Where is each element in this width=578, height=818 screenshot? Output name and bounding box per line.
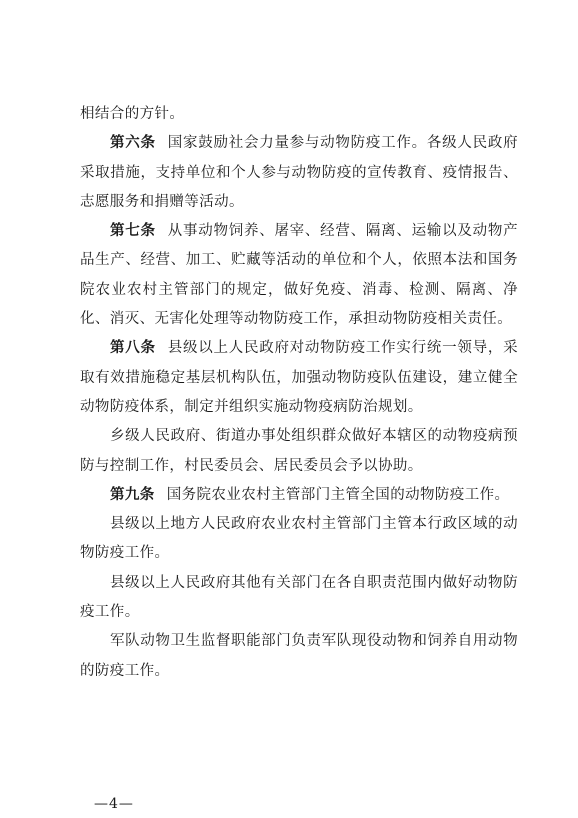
paragraph-text: 国家鼓励社会力量参与动物防疫工作。各级人民政府采取措施，支持单位和个人参与动物防疫的宣传教育、疫情报告、志愿服务和捐赠等活动。 [80,135,518,210]
paragraph-text: 县级以上人民政府对动物防疫工作实行统一领导，采取有效措施稳定基层机构队伍，加强动物防疫队伍建设，建立健全动物防疫体系，制定并组织实施动物疫病防治规划。 [80,340,518,415]
article-heading: 第八条 [110,340,156,357]
article-heading: 第六条 [110,135,156,152]
paragraph-text: 乡级人民政府、街道办事处组织群众做好本辖区的动物疫病预防与控制工作，村民委员会、居民委员会予以协助。 [80,428,518,474]
page-number: —4— [94,796,134,812]
article-8 [80,334,518,422]
article-9-paragraph-4 [80,627,518,686]
paragraph-continuation [80,100,518,129]
paragraph-text: 军队动物卫生监督职能部门负责军队现役动物和饲养自用动物的防疫工作。 [80,633,518,679]
paragraph-text: 国务院农业农村主管部门主管全国的动物防疫工作。 [166,486,510,503]
article-9 [80,481,518,510]
article-9-paragraph-3 [80,569,518,628]
article-7 [80,217,518,334]
article-6 [80,129,518,217]
article-9-paragraph-2 [80,510,518,569]
paragraph-text: 相结合的方针。 [80,106,185,122]
paragraph-text: 县级以上地方人民政府农业农村主管部门主管本行政区域的动物防疫工作。 [80,516,518,562]
paragraph-text: 从事动物饲养、屠宰、经营、隔离、运输以及动物产品生产、经营、加工、贮藏等活动的单位和个人，依照本法和国务院农业农村主管部门的规定，做好免疫、消毒、检测、隔离、净化、消灭、无害化处理等动物防疫工作，承担动物防疫相关责任。 [80,223,518,328]
document-body [80,100,518,686]
article-8-paragraph-2 [80,422,518,481]
article-heading: 第七条 [110,223,156,240]
paragraph-text: 县级以上人民政府其他有关部门在各自职责范围内做好动物防疫工作。 [80,574,518,621]
article-heading: 第九条 [110,486,155,503]
